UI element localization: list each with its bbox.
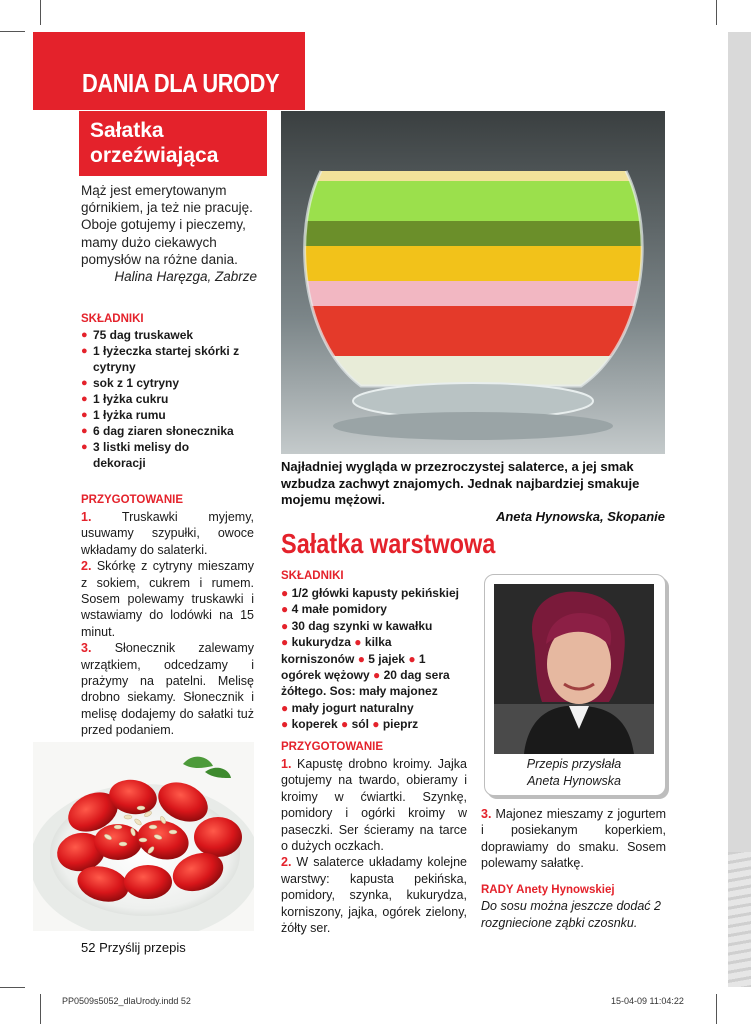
tips-text: Do sosu można jeszcze dodać 2 rozgniecione ząbki czosnku. <box>481 899 661 930</box>
recipe2-ingredients: ● 1/2 główki kapusty pekińskiej ● 4 małe pomidory ● 30 dag szynki w kawałku ● kukurydza ● kilka korniszonów ● 5 jajek ● 1 ogórek wężowy ● 20 dag sera żółtego. Sos: mały majonez ● mały jogurt naturalny ● koperek ● sól ● pieprz <box>281 586 459 732</box>
ingredient-item: kilka korniszonów <box>281 635 392 666</box>
recipe1-signature: Halina Haręzga, Zabrze <box>114 269 257 285</box>
ingredient-item: ● 75 dag truskawek <box>81 327 241 343</box>
crop-mark <box>0 987 25 988</box>
author-caption-line1: Przepis przysłała <box>526 757 622 771</box>
recipe2-title: Sałatka warstwowa <box>281 528 496 559</box>
recipe1-title <box>90 118 265 168</box>
ingredient-item: ● 6 dag ziaren słonecznika <box>81 423 241 439</box>
crop-mark <box>40 0 41 25</box>
recipe-step: 3. Słonecznik zalewamy wrzątkiem, odcedzamy i prażymy na patelni. Melisę drobno siekamy. Słonecznik i melisę dodajemy do sałatki tuż przed podaniem. <box>81 641 254 738</box>
crop-mark <box>716 994 717 1024</box>
page-label: Przyślij przepis <box>99 940 186 955</box>
crop-mark <box>0 31 25 32</box>
ingredient-item: mały jogurt naturalny <box>291 700 414 715</box>
ingredient-item: ● sok z 1 cytryny <box>81 375 241 391</box>
ingredient-item: koperek <box>291 717 338 732</box>
layered-salad-photo <box>281 111 665 454</box>
recipe2-prep-header: PRZYGOTOWANIE <box>281 741 384 753</box>
recipe-step: 3. Majonez mieszamy z jogurtem i posiekanym koperkiem, doprawiamy do smaku. Sosem polewamy sałatkę. <box>481 807 666 871</box>
page-footer <box>81 940 186 955</box>
ingredient-item: 20 dag sera żółtego. Sos: mały majonez <box>281 668 450 699</box>
recipe1-prep-header: PRZYGOTOWANIE <box>81 494 184 506</box>
ingredient-item: 1 ogórek wężowy <box>281 651 426 683</box>
recipe1-ingredients-header: SKŁADNIKI <box>81 313 144 325</box>
tips-header: RADY Anety Hynowskiej <box>481 884 615 896</box>
ingredient-item: pieprz <box>382 717 419 732</box>
recipe2-tips <box>481 882 671 931</box>
recipe-step: 2. W salaterce układamy kolejne warstwy: kapusta pekińska, pomidory, szynka, kukurydza, korniszony, jajka, ogórek zielony, żółty ser. <box>281 855 467 936</box>
ingredient-item: ● 1 łyżka cukru <box>81 391 241 407</box>
author-caption <box>484 756 664 790</box>
recipe1-intro-text: Mąż jest emerytowanym górnikiem, ja też nie pracuję. Oboje gotujemy i pieczemy, mamy dużo ciekawych pomysłów na różne dania. <box>81 183 253 267</box>
crop-mark <box>40 994 41 1024</box>
ingredient-item: 4 małe pomidory <box>291 602 387 617</box>
author-caption-line2: Aneta Hynowska <box>527 774 621 788</box>
ingredient-item: ● 1 łyżeczka startej skórki z cytryny <box>81 343 241 375</box>
recipe-step: 1. Truskawki myjemy, usuwamy szypułki, owoce wkładamy do salaterki. <box>81 510 254 557</box>
ingredient-item: 1/2 główki kapusty pekińskiej <box>291 586 459 600</box>
recipe2-ingredients-header: SKŁADNIKI <box>281 570 344 582</box>
strawberry-salad-photo <box>33 742 254 931</box>
ingredient-item: sól <box>351 717 369 732</box>
photo-caption-signature: Aneta Hynowska, Skopanie <box>495 508 665 524</box>
ingredient-item: 30 dag szynki w kawałku <box>291 618 433 633</box>
file-slug: PP0509s5052_dlaUrody.indd 52 <box>62 996 191 1006</box>
date-slug: 15-04-09 11:04:22 <box>611 996 684 1006</box>
section-title: DANIA DLA URODY <box>82 68 280 98</box>
salad-photo-caption <box>281 459 665 525</box>
recipe1-ingredients-list <box>81 327 241 471</box>
ingredient-item: ● 1 łyżka rumu <box>81 407 241 423</box>
right-edge-strip <box>728 32 751 987</box>
photo-caption-text: Najładniej wygląda w przezroczystej salaterce, a jej smak wzbudza zachwyt znajomych. Jednak najbardziej smakuje mojemu mężowi. <box>281 459 640 508</box>
recipe1-title-line1: Sałatka <box>90 119 164 142</box>
recipe1-steps <box>81 509 254 739</box>
recipe-step: 2. Skórkę z cytryny mieszamy z sokiem, cukrem i rumem. Sosem polewamy truskawki i wstawiamy do lodówki na 15 minut. <box>81 559 254 639</box>
author-portrait-photo <box>494 584 654 754</box>
page-number: 52 <box>81 940 96 955</box>
recipe1-intro <box>81 182 257 285</box>
recipe1-title-line2: orzeźwiająca <box>90 144 219 167</box>
recipe-step: 1. Kapustę drobno kroimy. Jajka gotujemy na twardo, obieramy i kroimy w ćwiartki. Szynkę, pomidory i ogórki kroimy w paseczki. Ser ścieramy na tarce o dużych oczkach. <box>281 757 467 854</box>
ingredient-item: 5 jajek <box>368 651 405 666</box>
ingredient-item: kukurydza <box>291 635 351 650</box>
ingredient-item: ● 3 listki melisy do dekoracji <box>81 439 241 471</box>
recipe2-steps-left <box>281 756 467 936</box>
crop-mark <box>716 0 717 25</box>
recipe2-steps-right <box>481 806 666 872</box>
